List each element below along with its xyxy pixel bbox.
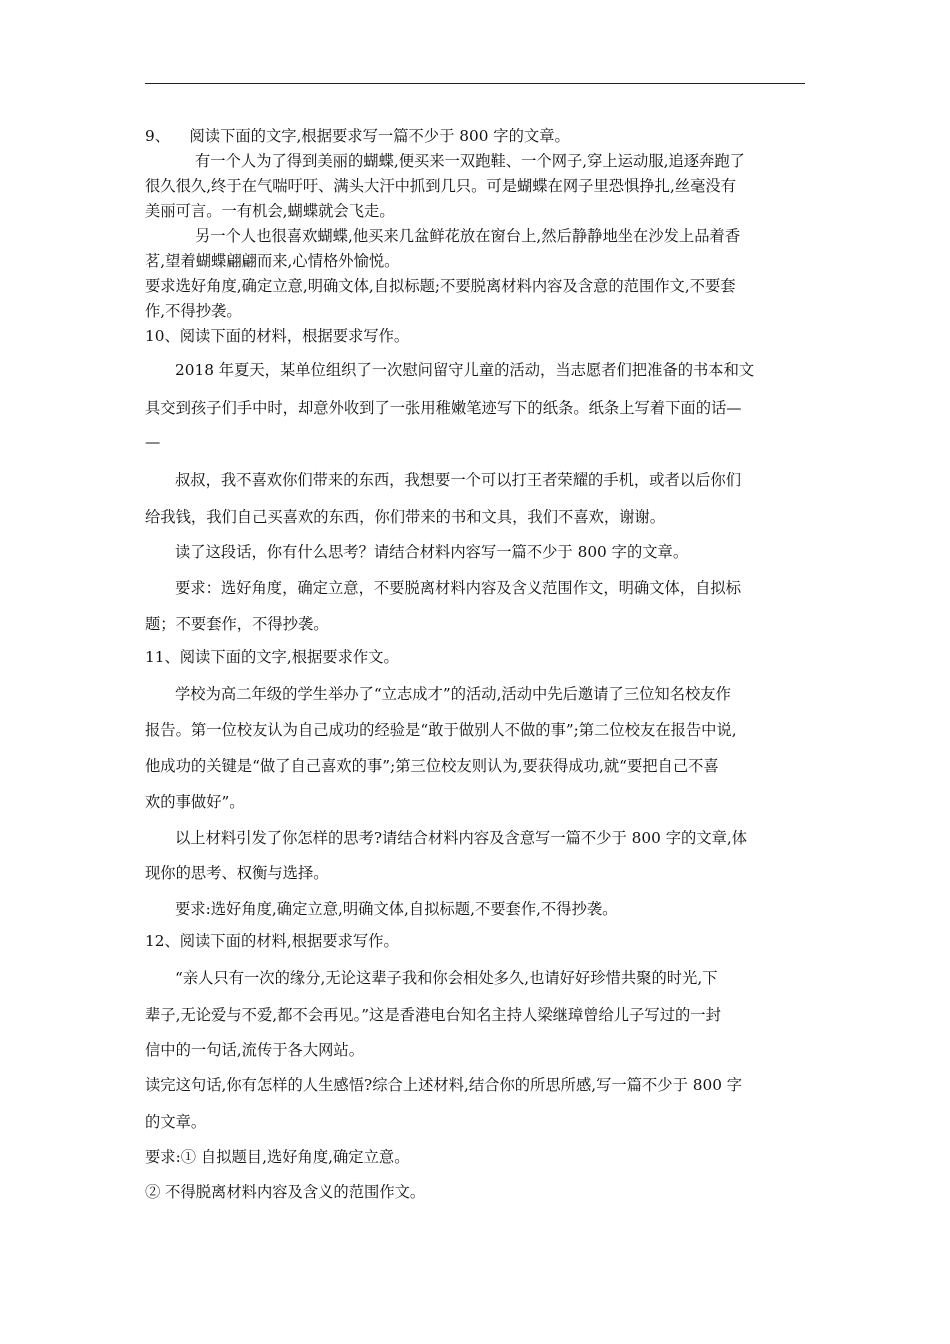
q12-quote-line: “亲人只有一次的缘分,无论这辈子我和你会相处多久,也请好好珍惜共聚的时光,下 (175, 969, 718, 987)
q11-paragraph-line: 学校为高二年级的学生举办了“立志成才”的活动,活动中先后邀请了三位知名校友作 (175, 685, 731, 703)
q11-paragraph-line: 他成功的关键是“做了自己喜欢的事”;第三位校友则认为,要获得成功,就“要把自己不喜 (145, 757, 719, 775)
q10-requirement-line: 题；不要套作，不得抄袭。 (145, 615, 329, 633)
q9-requirement-line: 作,不得抄袭。 (145, 302, 242, 320)
q12-heading: 12、阅读下面的材料,根据要求写作。 (145, 932, 399, 950)
q12-prompt-line: 读完这句话,你有怎样的人生感悟?综合上述材料,结合你的所思所感,写一篇不少于 800 字 (145, 1076, 743, 1094)
q11-paragraph-line: 欢的事做好”。 (145, 793, 245, 811)
q9-heading: 9、 阅读下面的文字,根据要求写一篇不少于 800 字的文章。 (145, 127, 570, 145)
q10-paragraph-line: 具交到孩子们手中时，却意外收到了一张用稚嫩笔迹写下的纸条。纸条上写着下面的话— (145, 399, 742, 417)
q9-paragraph-line: 美丽可言。一有机会,蝴蝶就会飞走。 (145, 202, 395, 220)
q12-quote-line: 辈子,无论爱与不爱,都不会再见。”这是香港电台知名主持人梁继璋曾给儿子写过的一封 (145, 1006, 721, 1024)
q9-requirement-line: 要求选好角度,确定立意,明确文体,自拟标题;不要脱离材料内容及含意的范围作文,不要套 (145, 277, 736, 295)
q11-heading: 11、阅读下面的文字,根据要求作文。 (145, 648, 399, 666)
q11-prompt-line: 现你的思考、权衡与选择。 (145, 864, 329, 882)
q11-paragraph-line: 报告。第一位校友认为自己成功的经验是“敢于做别人不做的事”;第二位校友在报告中说, (145, 721, 737, 739)
q10-paragraph-line: — (145, 433, 161, 451)
q9-paragraph-line: 茗,望着蝴蝶翩翩而来,心情格外愉悦。 (145, 252, 400, 270)
q9-paragraph-line: 另一个人也很喜欢蝴蝶,他买来几盆鲜花放在窗台上,然后静静地坐在沙发上品着香 (195, 227, 741, 245)
q12-requirement-line: ② 不得脱离材料内容及含义的范围作文。 (145, 1183, 426, 1201)
q12-quote-line: 信中的一句话,流传于各大网站。 (145, 1041, 365, 1059)
q11-prompt-line: 以上材料引发了你怎样的思考?请结合材料内容及含意写一篇不少于 800 字的文章,体 (175, 829, 748, 847)
q9-paragraph-line: 很久很久,终于在气喘吁吁、满头大汗中抓到几只。可是蝴蝶在网子里恐惧挣扎,丝毫没有 (145, 177, 737, 195)
q12-prompt-line: 的文章。 (145, 1113, 207, 1131)
header-rule (145, 83, 805, 84)
q10-quote-line: 叔叔，我不喜欢你们带来的东西，我想要一个可以打王者荣耀的手机，或者以后你们 (175, 471, 741, 489)
q12-requirement-line: 要求:① 自拟题目,选好角度,确定立意。 (145, 1148, 410, 1166)
q10-requirement-line: 要求：选好角度，确定立意，不要脱离材料内容及含义范围作文，明确文体，自拟标 (175, 579, 741, 597)
q10-prompt-line: 读了这段话，你有什么思考？请结合材料内容写一篇不少于 800 字的文章。 (175, 543, 689, 561)
q10-heading: 10、阅读下面的材料，根据要求写作。 (145, 327, 410, 345)
q10-paragraph-line: 2018 年夏天，某单位组织了一次慰问留守儿童的活动，当志愿者们把准备的书本和文 (175, 361, 755, 379)
q10-quote-line: 给我钱，我们自己买喜欢的东西，你们带来的书和文具，我们不喜欢，谢谢。 (145, 508, 666, 526)
q11-requirement-line: 要求:选好角度,确定立意,明确文体,自拟标题,不要套作,不得抄袭。 (175, 900, 618, 918)
q9-paragraph-line: 有一个人为了得到美丽的蝴蝶,便买来一双跑鞋、一个网子,穿上运动服,追逐奔跑了 (195, 152, 745, 170)
